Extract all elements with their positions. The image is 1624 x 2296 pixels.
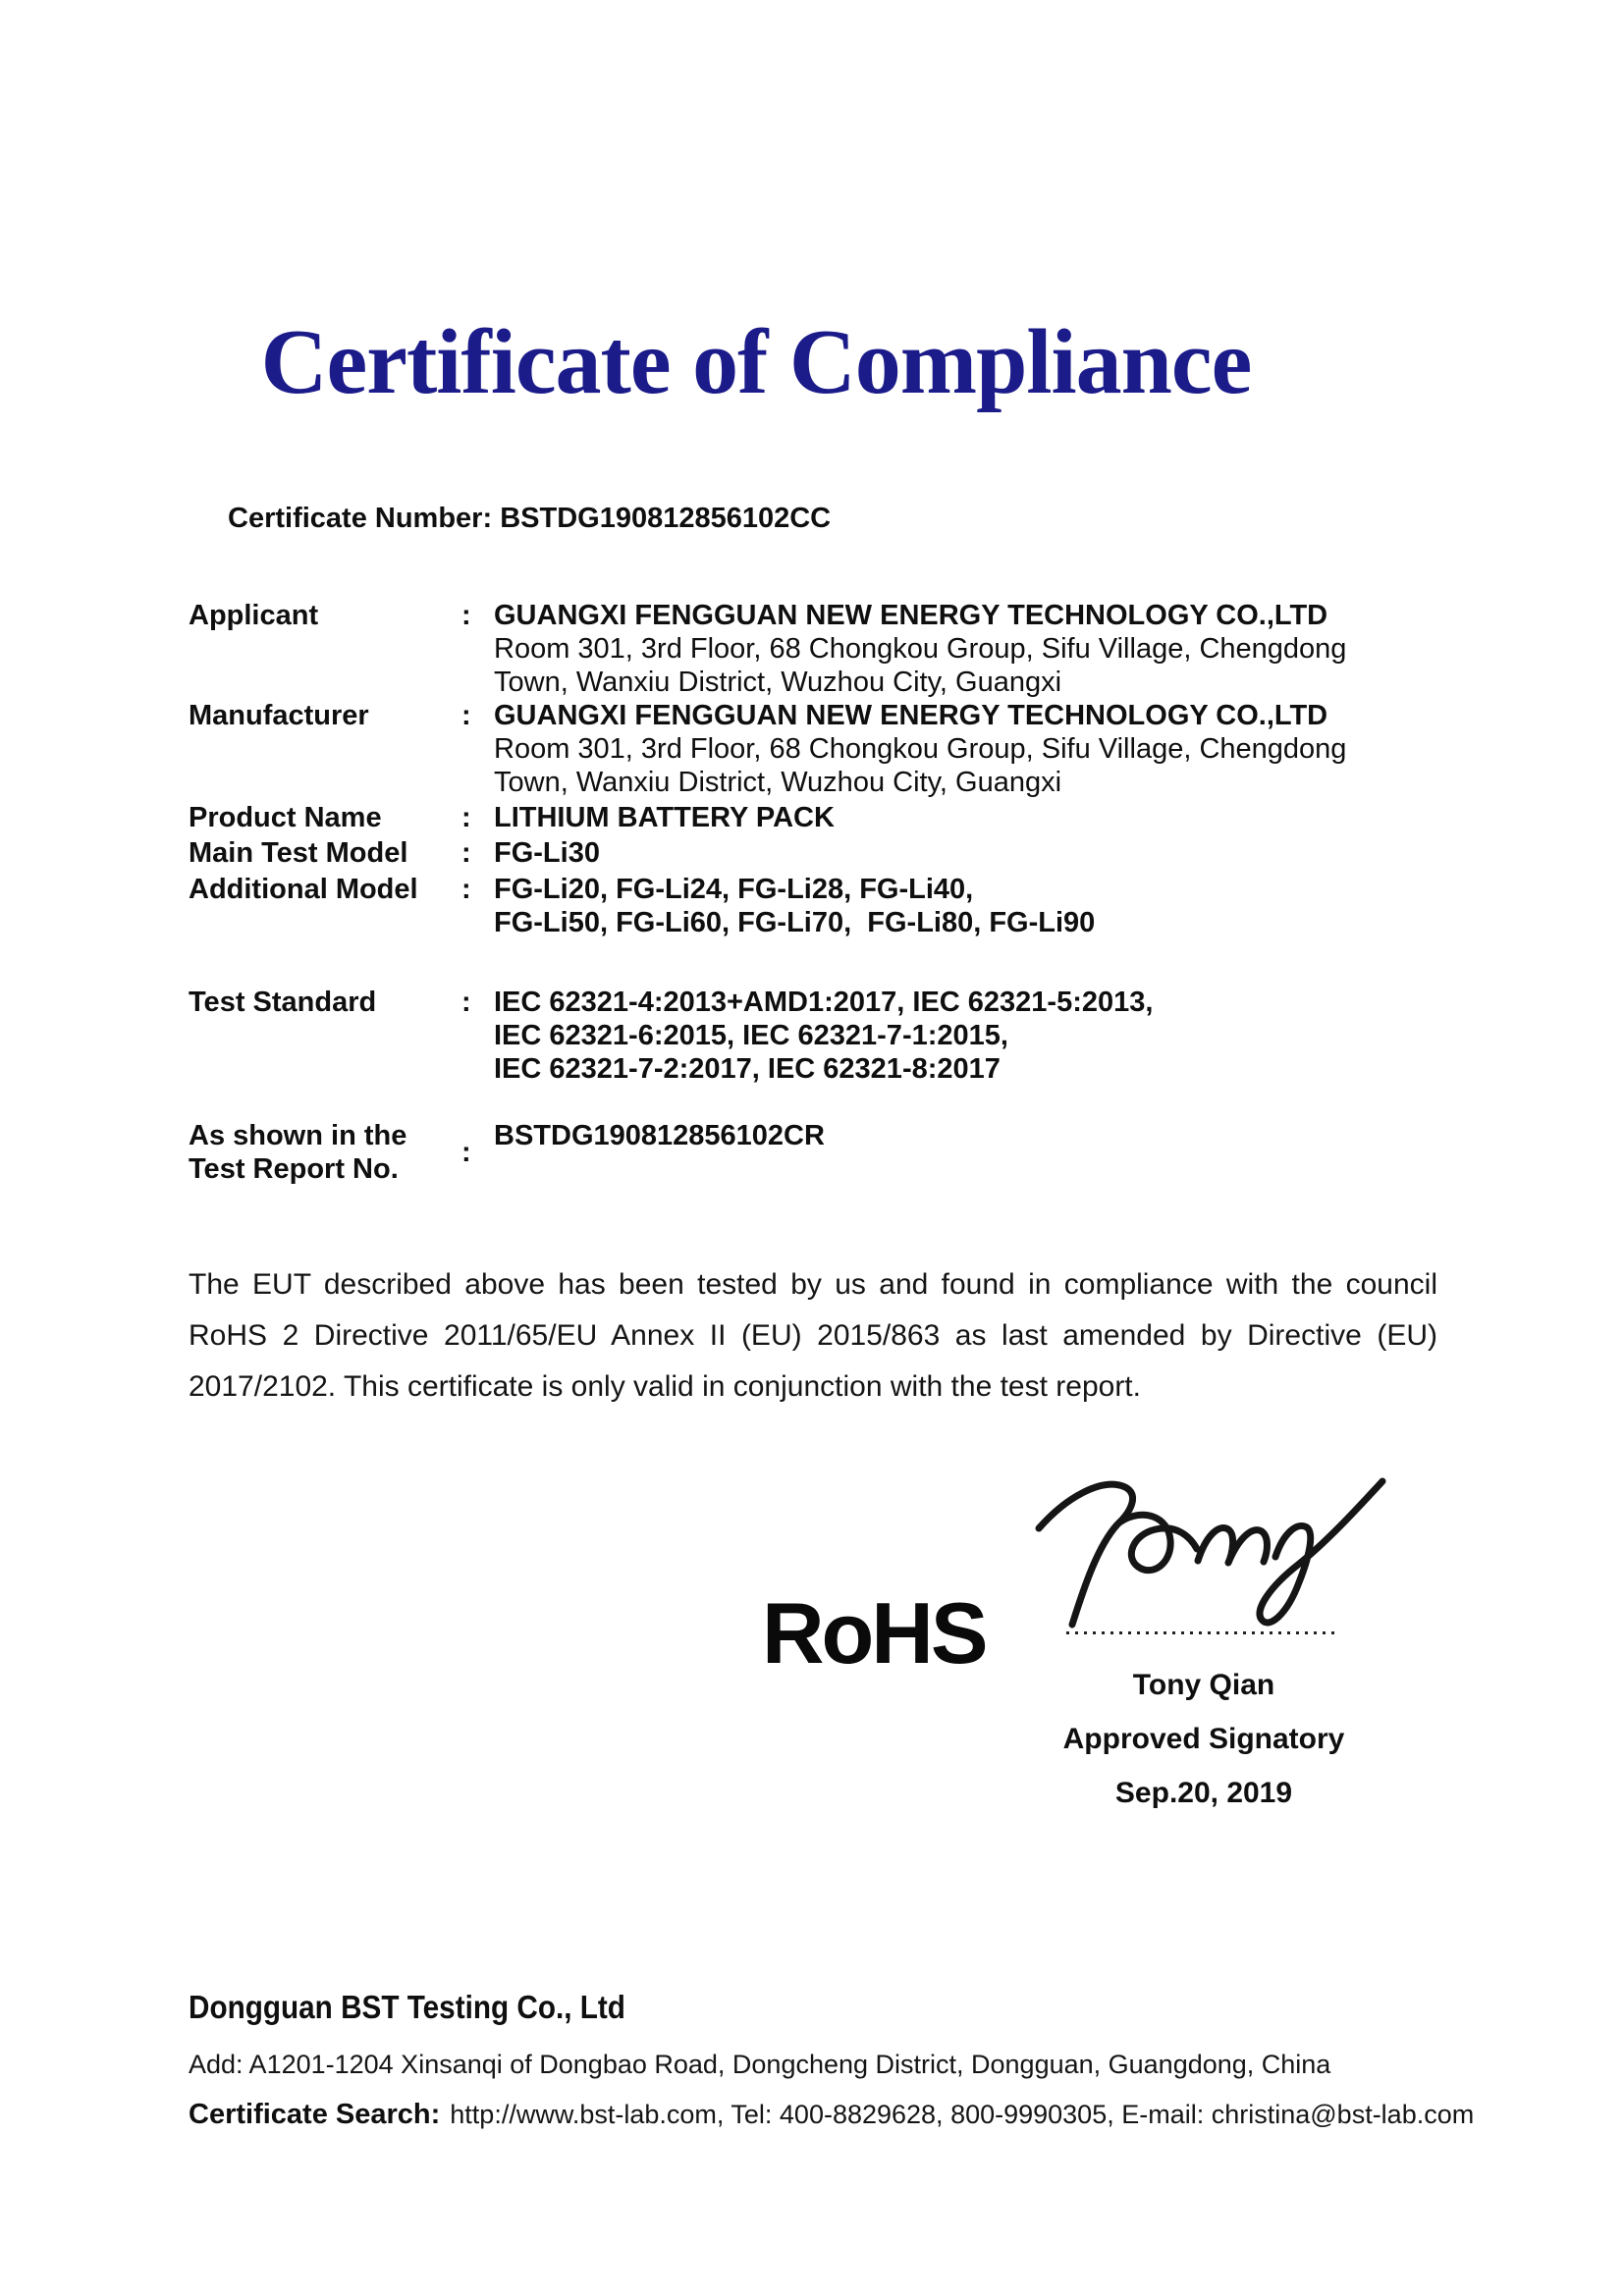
colon-separator: : — [461, 987, 471, 1018]
lab-name: Dongguan BST Testing Co., Ltd — [189, 1989, 625, 2025]
field-label — [189, 1119, 461, 1186]
colon-separator: : — [461, 700, 471, 731]
field-label: Additional Model — [189, 874, 418, 905]
rohs-mark: RoHS — [762, 1584, 986, 1682]
field-label: Test Standard — [189, 987, 377, 1018]
colon-separator: : — [461, 600, 471, 631]
field-value — [494, 986, 1450, 1086]
field-row-test-report-no — [189, 1119, 1450, 1186]
certificate-number — [228, 503, 831, 535]
field-value — [494, 873, 1450, 939]
field-label: Applicant — [189, 600, 319, 631]
field-value-line: FG-Li50, FG-Li60, FG-Li70, FG-Li80, FG-Li90 — [494, 907, 1096, 938]
field-row-applicant — [189, 599, 1450, 699]
field-value — [494, 836, 1450, 870]
field-row-main-test-model — [189, 836, 1450, 870]
field-value-line: BSTDG190812856102CR — [494, 1120, 825, 1151]
field-value — [494, 1119, 1450, 1152]
field-value-line: GUANGXI FENGGUAN NEW ENERGY TECHNOLOGY CO.,LTD — [494, 700, 1328, 731]
field-value-line: LITHIUM BATTERY PACK — [494, 802, 835, 833]
field-value-line: Room 301, 3rd Floor, 68 Chongkou Group, Sifu Village, Chengdong — [494, 633, 1347, 665]
field-value-line: FG-Li20, FG-Li24, FG-Li28, FG-Li40, — [494, 874, 974, 905]
signature-line — [1066, 1631, 1339, 1634]
field-label-line: Test Report No. — [189, 1153, 399, 1185]
field-value — [494, 599, 1450, 699]
certificate-number-value: BSTDG190812856102CC — [500, 503, 832, 534]
colon-separator: : — [461, 802, 471, 833]
field-value-line: FG-Li30 — [494, 837, 600, 869]
field-value-line: Room 301, 3rd Floor, 68 Chongkou Group, Sifu Village, Chengdong — [494, 733, 1347, 765]
field-value-line: Town, Wanxiu District, Wuzhou City, Guangxi — [494, 667, 1062, 698]
certificate-fields — [189, 599, 1450, 1186]
field-value-line: Town, Wanxiu District, Wuzhou City, Guangxi — [494, 767, 1062, 798]
field-label: Main Test Model — [189, 837, 408, 869]
certificate-search-label: Certificate Search: — [189, 2099, 441, 2130]
certificate-title: Certificate of Compliance — [260, 311, 1252, 413]
signatory-name: Tony Qian — [1132, 1669, 1275, 1701]
field-value — [494, 699, 1450, 799]
field-value-line: GUANGXI FENGGUAN NEW ENERGY TECHNOLOGY CO.,LTD — [494, 600, 1328, 631]
field-value-line: IEC 62321-7-2:2017, IEC 62321-8:2017 — [494, 1053, 1001, 1085]
signature-date: Sep.20, 2019 — [1114, 1777, 1293, 1809]
lab-address: Add: A1201-1204 Xinsanqi of Dongbao Road, Dongcheng District, Dongguan, Guangdong, China — [189, 2050, 1331, 2079]
signature-icon — [1021, 1468, 1394, 1634]
field-row-product-name — [189, 801, 1450, 834]
certificate-number-label: Certificate Number: — [228, 503, 493, 534]
colon-separator: : — [461, 837, 471, 869]
certificate-search-value: http://www.bst-lab.com, Tel: 400-8829628, 800-9990305, E-mail: christina@bst-lab.com — [450, 2100, 1475, 2129]
field-value-line: IEC 62321-4:2013+AMD1:2017, IEC 62321-5:2013, — [494, 987, 1154, 1018]
field-row-additional-model — [189, 873, 1450, 939]
field-row-manufacturer — [189, 699, 1450, 799]
field-label-line: As shown in the — [189, 1120, 407, 1151]
signatory-role: Approved Signatory — [1062, 1723, 1345, 1755]
field-label: Product Name — [189, 802, 382, 833]
colon-separator: : — [461, 874, 471, 905]
field-value-line: IEC 62321-6:2015, IEC 62321-7-1:2015, — [494, 1020, 1008, 1051]
certificate-search — [189, 2099, 1474, 2131]
compliance-statement: The EUT described above has been tested by us and found in compliance with the council RoHS 2 Directive 2011/65/EU Annex II (EU) 2015/863 as last amended by Directive (EU) 2017/2102. This certificate is only valid in conjunction with the test report. — [189, 1268, 1437, 1403]
field-label: Manufacturer — [189, 700, 369, 731]
colon-separator: : — [461, 1137, 471, 1168]
field-value — [494, 801, 1450, 834]
field-row-test-standard — [189, 986, 1450, 1086]
